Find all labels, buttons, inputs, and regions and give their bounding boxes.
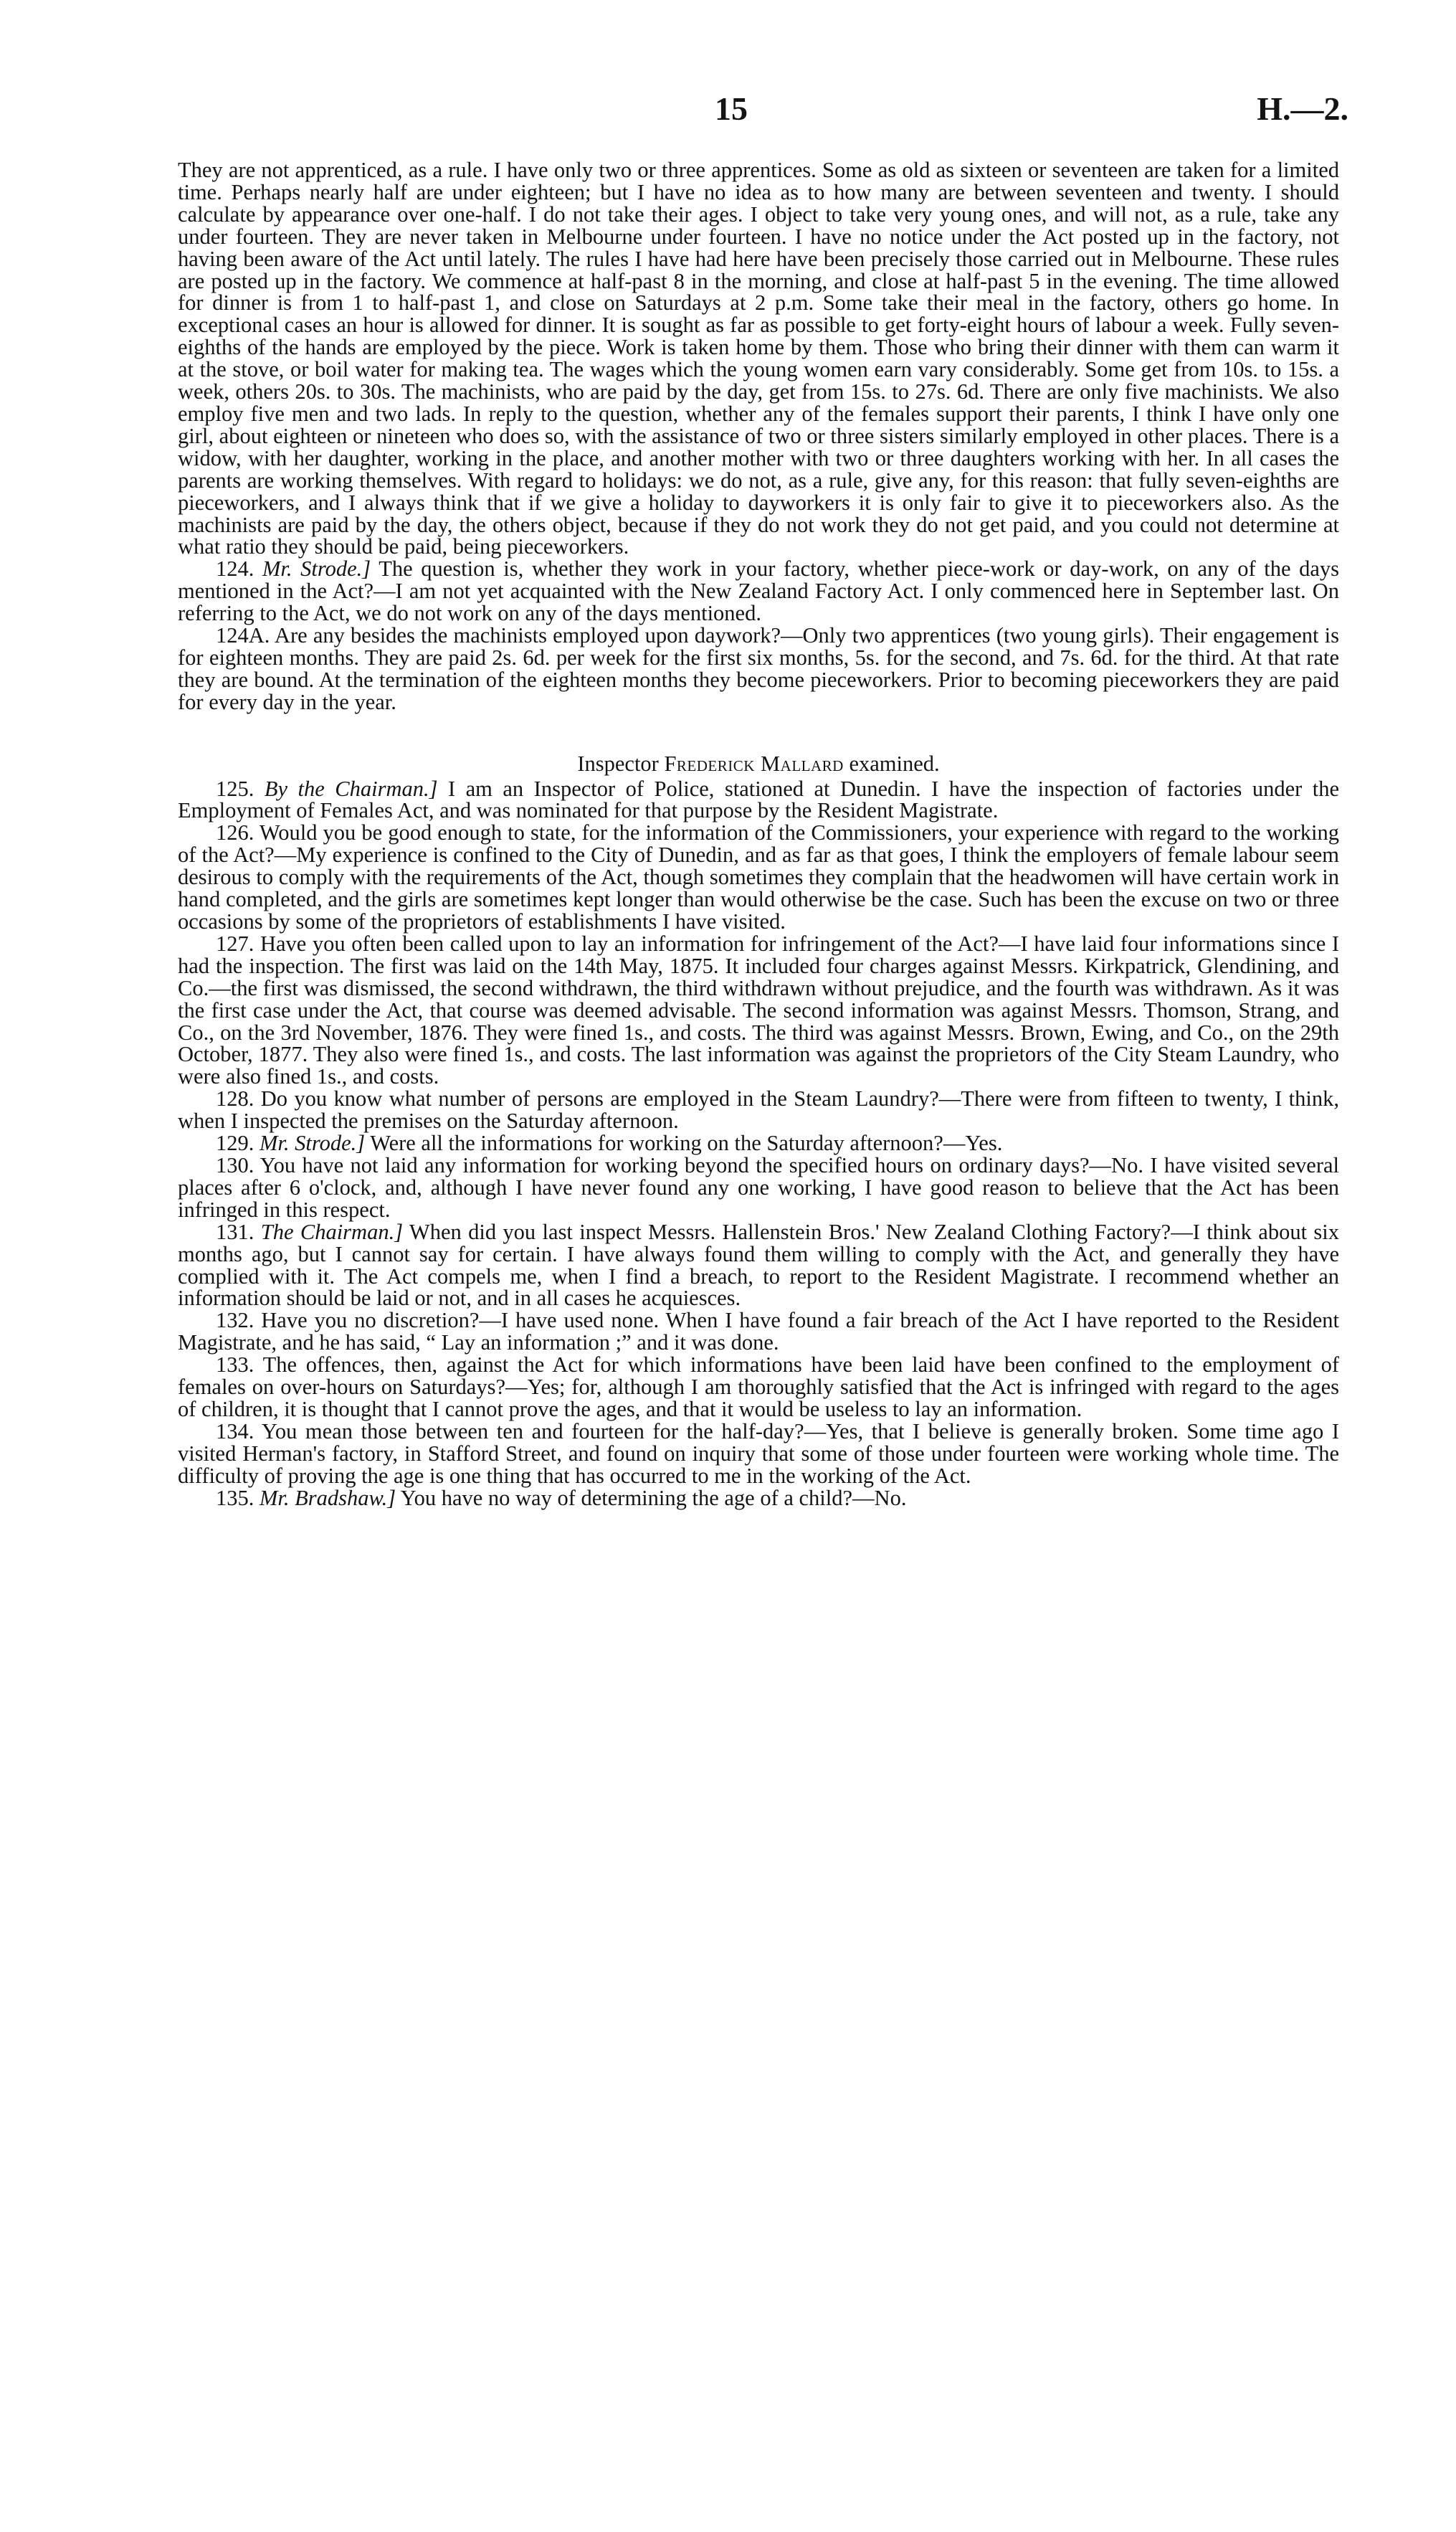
paragraph-text: Would you be good enough to state, for the information of the Commissioners, your experience with regard to the working of the Act?—My experience is confined to the City of Dunedin, and as far as that goes, I think the employers of female labour seem desirous to comply with the requirements of the Act, though sometimes they complain that the headwomen will have certain work in hand completed, and the girls are sometimes kept longer than would otherwise be the case. Such has been the excuse on two or three occasions by some of the proprietors of establishments I have visited. [178, 820, 1339, 934]
speaker: Mr. Strode.] [262, 556, 371, 582]
paragraph-text: I am an Inspector of Police, stationed at Dunedin. I have the inspection of factories under the Employment of Females Act, and was nominated for that purpose by the Resident Magistrate. [178, 776, 1340, 823]
paragraph-124 [178, 558, 1339, 625]
paragraph-126 [178, 822, 1339, 933]
paragraph-127 [178, 933, 1339, 1088]
paragraph-134 [178, 1418, 1339, 1488]
paragraph-number: 128. [216, 1086, 254, 1111]
paragraph-130 [178, 1154, 1339, 1221]
document-reference: H.—2. [1257, 90, 1348, 127]
paragraph-number: 129. [216, 1131, 254, 1156]
paragraph-text: Have you no discretion?—I have used none. When I have found a fair breach of the Act I have reported to the Resident Magistrate, and he has said, “ Lay an information ;” and it was done. [178, 1308, 1339, 1355]
paragraph-number: 134. [216, 1418, 254, 1443]
paragraph-text: You have no way of determining the age of a child?—No. [400, 1485, 907, 1510]
speaker: By the Chairman.] [264, 776, 438, 801]
speaker: Mr. Strode.] [260, 1131, 366, 1156]
paragraph-number: 127. [216, 931, 254, 956]
paragraph-number: 135. [216, 1485, 254, 1510]
heading-prefix: Inspector [577, 751, 659, 776]
paragraph-text: You have not laid any information for working beyond the specified hours on ordinary days?—No. I have visited several places after 6 o'clock, and, although I have never found any one working, I have good reason to believe that the Act has been infringed in this respect. [178, 1152, 1339, 1222]
page-number: 15 [715, 90, 748, 127]
paragraph-text: Were all the informations for working on the Saturday afternoon?—Yes. [370, 1131, 1003, 1156]
document-body [178, 159, 1339, 1509]
paragraph-129 [178, 1132, 1339, 1154]
paragraph-number: 125. [216, 776, 254, 801]
paragraph-number: 126. [216, 820, 254, 845]
paragraph-number: 130. [216, 1152, 254, 1177]
paragraph-number: 132. [216, 1308, 254, 1333]
speaker: The Chairman.] [260, 1219, 404, 1244]
paragraph-133 [178, 1354, 1339, 1421]
paragraph-128 [178, 1088, 1339, 1132]
paragraph-number: 124A. [216, 623, 270, 648]
paragraph-131 [178, 1221, 1339, 1310]
paragraph-125 [178, 778, 1339, 822]
paragraph-132 [178, 1309, 1339, 1354]
speaker: Mr. Bradshaw.] [260, 1485, 396, 1510]
paragraph-number: 131. [216, 1219, 254, 1244]
paragraph-text: The question is, whether they work in your factory, whether piece-work or day-work, on any of the days mentioned in the Act?—I am not yet acquainted with the New Zealand Factory Act. I only commenced here in September last. On referring to the Act, we do not work on any of the days mentioned. [178, 556, 1340, 626]
witness-name: Frederick Mallard [664, 751, 844, 776]
paragraph-number: 133. [216, 1352, 254, 1378]
paragraph-text: When did you last inspect Messrs. Hallenstein Bros.' New Zealand Clothing Factory?—I think about six months ago, but I cannot say for certain. I have always found them willing to comply with the Act, and generally they have complied with it. The Act compels me, when I find a breach, to report to the Resident Magistrate. I recommend whether an information should be laid or not, and in all cases he acquiesces. [178, 1219, 1339, 1311]
paragraph-text: The offences, then, against the Act for which informations have been laid have been confined to the employment of females on over-hours on Saturdays?—Yes; for, although I am thoroughly satisfied that the Act is infringed with regard to the ages of children, it is thought that I cannot prove the ages, and that it would be useless to lay an information. [178, 1352, 1340, 1421]
opening-paragraph: They are not apprenticed, as a rule. I have only two or three apprentices. Some as old as sixteen or seventeen are taken for a limited time. Perhaps nearly half are under eighteen; but I have no idea as to how many are between seventeen and twenty. I should calculate by appearance over one-half. I do not take their ages. I object to take very young ones, and will not, as a rule, take any under fourteen. They are never taken in Melbourne under fourteen. I have no notice under the Act posted up in the factory, not having been aware of the Act until lately. The rules I have had here have been precisely those carried out in Melbourne. These rules are posted up in the factory. We commence at half-past 8 in the morning, and close at half-past 5 in the evening. The time allowed for dinner is from 1 to half-past 1, and close on Saturdays at 2 p.m. Some take their meal in the factory, others go home. In exceptional cases an hour is allowed for dinner. It is sought as far as possible to get forty-eight hours of labour a week. Fully seven-eighths of the hands are employed by the piece. Work is taken home by them. Those who bring their dinner with them can warm it at the stove, or boil water for making tea. The wages which the young women earn vary considerably. Some get from 10s. to 15s. a week, others 20s. to 30s. The machinists, who are paid by the day, get from 15s. to 27s. 6d. There are only five machinists. We also employ five men and two lads. In reply to the question, whether any of the females support their parents, I think I have only one girl, about eighteen or nineteen who does so, with the assistance of two or three sisters similarly employed in other places. There is a widow, with her daughter, working in the place, and another mother with two or three daughters working with her. In all cases the parents are working themselves. With regard to holidays: we do not, as a rule, give any, for this reason: that fully seven-eighths are pieceworkers, and I always think that if we give a holiday to dayworkers it is only fair to give it to pieceworkers also. As the machinists are paid by the day, the others object, because if they do not work they do not get paid, and you could not determine at what ratio they should be paid, being pieceworkers. [178, 158, 1339, 559]
heading-suffix: examined. [849, 751, 940, 776]
paragraph-text: Are any besides the machinists employed upon daywork?—Only two apprentices (two young girls). Their engagement is for eighteen months. They are paid 2s. 6d. per week for the first six months, 5s. for the second, and 7s. 6d. for the third. At that rate they are bound. At the termination of the eighteen months they become pieceworkers. Prior to becoming pieceworkers they are paid for every day in the year. [178, 623, 1339, 714]
paragraph-text: Have you often been called upon to lay an information for infringement of the Act?—I have laid four informations since I had the inspection. The first was laid on the 14th May, 1875. It included four charges against Messrs. Kirkpatrick, Glendining, and Co.—the first was dismissed, the second withdrawn, the third withdrawn without prejudice, and the fourth was withdrawn. As it was the first case under the Act, that course was deemed advisable. The second information was against Messrs. Thomson, Strang, and Co., on the 3rd November, 1876. They were fined 1s., and costs. The third was against Messrs. Brown, Ewing, and Co., on the 29th October, 1877. They also were fined 1s., and costs. The last information was against the proprietors of the City Steam Laundry, who were also fined 1s., and costs. [178, 931, 1339, 1089]
paragraph-text: Do you know what number of persons are employed in the Steam Laundry?—There were from fifteen to twenty, I think, when I inspected the premises on the Saturday afternoon. [178, 1086, 1339, 1134]
paragraph-text: You mean those between ten and fourteen for the half-day?—Yes, that I believe is generally broken. Some time ago I visited Herman's factory, in Stafford Street, and found on inquiry that some of those under fourteen were working whole time. The difficulty of proving the age is one thing that has occurred to me in the working of the Act. [178, 1418, 1339, 1488]
section-heading [178, 753, 1339, 775]
paragraph-number: 124. [216, 556, 254, 582]
paragraph-124a [178, 625, 1339, 713]
paragraph-135 [178, 1487, 1339, 1509]
